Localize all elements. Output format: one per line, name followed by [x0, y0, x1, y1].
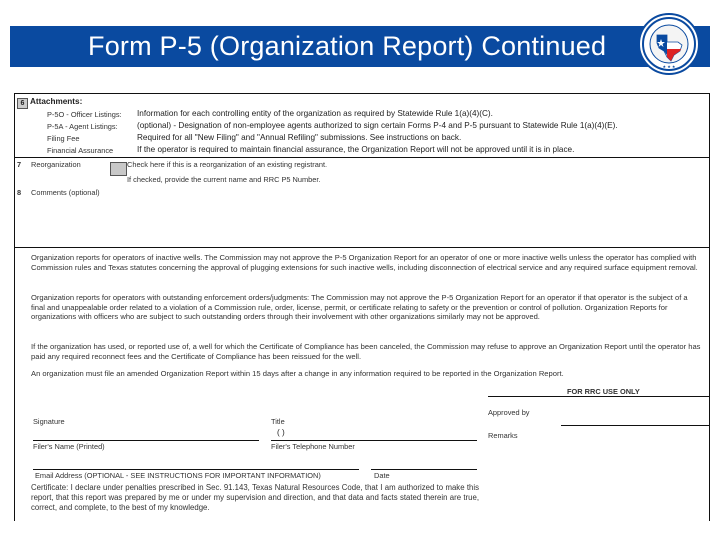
- rrc-use-heading: FOR RRC USE ONLY: [567, 387, 640, 396]
- reorganization-checkbox[interactable]: [110, 162, 127, 176]
- attachment-text: Required for all "New Filing" and "Annual Refiling" submissions. See instructions on back.: [137, 133, 462, 142]
- divider: [488, 396, 709, 397]
- svg-text:★ ★ ★: ★ ★ ★: [662, 64, 676, 69]
- comments-field[interactable]: [31, 198, 701, 244]
- attachment-label: P-5O - Officer Listings:: [47, 110, 122, 119]
- p5-form: [14, 93, 710, 521]
- reorganization-checkbox-label: Check here if this is a reorganization of an existing registrant.: [127, 160, 328, 169]
- email-field[interactable]: [33, 469, 359, 470]
- printed-name-label: Filer's Name (Printed): [33, 442, 105, 451]
- notice-inactive-wells: Organization reports for operators of inactive wells. The Commission may not approve the P-5 Organization Report for an operator of one or more inactive wells unless the operator has complied with Commission rules and Texas statutes concerning the approval of plugging extensions for such inactive wells, including disconnection of electrical service and any required surface equipment removal.: [31, 253, 698, 272]
- remarks-field[interactable]: [535, 429, 705, 479]
- section-number: 7: [17, 160, 22, 169]
- phone-label: Filer's Telephone Number: [271, 442, 355, 451]
- remarks-label: Remarks: [488, 431, 518, 440]
- title-banner: [10, 26, 710, 67]
- approved-by-label: Approved by: [488, 408, 530, 417]
- comments-label: Comments (optional): [31, 188, 100, 197]
- notice-certificate-compliance: If the organization has used, or reported use of, a well for which the Certificate of Compliance has been canceled, the Commission may refuse to approve an Organization Report until the operator has paid any required reconnect fees and the Certificate of Compliance has been reissued for the well.: [31, 342, 701, 361]
- date-label: Date: [374, 471, 390, 480]
- page-title: [88, 28, 606, 64]
- reorganization-note: If checked, provide the current name and RRC P5 Number.: [127, 175, 321, 184]
- page-title-main: Form P-5 (Organization Report): [88, 31, 474, 61]
- phone-area-code: ( ): [277, 428, 285, 437]
- divider: [15, 157, 709, 158]
- attachment-label: Financial Assurance: [47, 146, 114, 155]
- approved-by-field[interactable]: [561, 425, 709, 426]
- section-number: 8: [17, 188, 22, 197]
- reorganization-label: Reorganization: [31, 160, 81, 169]
- section-number: 6: [17, 98, 28, 109]
- signature-label: Signature: [33, 417, 65, 426]
- title-label: Title: [271, 417, 285, 426]
- email-label: Email Address (OPTIONAL - SEE INSTRUCTIONS FOR IMPORTANT INFORMATION): [35, 471, 321, 480]
- certificate-statement: Certificate: I declare under penalties prescribed in Sec. 91.143, Texas Natural Resources Code, that I am authorized to make this report, that this report was prepared by me or under my supervision and direction, and that data and facts stated therein are true, correct, and complete, to the best of my knowledge.: [31, 483, 479, 512]
- date-field[interactable]: [371, 469, 477, 470]
- attachment-label: P-5A - Agent Listings:: [47, 122, 118, 131]
- railroad-commission-seal-icon: [638, 13, 700, 75]
- attachment-label: Filing Fee: [47, 134, 80, 143]
- notice-amended-report: An organization must file an amended Organization Report within 15 days after a change in any information required to be reported in the Organization Report.: [31, 369, 564, 378]
- attachment-text: If the operator is required to maintain financial assurance, the Organization Report will not be approved until it is in place.: [137, 145, 575, 154]
- section-heading: Attachments:: [30, 97, 83, 106]
- phone-field[interactable]: [271, 440, 477, 441]
- attachment-text: Information for each controlling entity of the organization as required by Statewide Rule 1(a)(4)(C).: [137, 109, 493, 118]
- attachment-text: (optional) - Designation of non-employee agents authorized to sign certain Forms P-4 and P-5 pursuant to Statewide Rule 1(a)(4)(E).: [137, 121, 618, 130]
- printed-name-field[interactable]: [33, 440, 259, 441]
- divider: [15, 247, 709, 248]
- notice-enforcement: Organization reports for operators with outstanding enforcement orders/judgments: The Commission may not approve the P-5 Organization Report for an operator if that operator is the subject of a final and unappealable order related to a violation of a Commission rule, order, license, permit, or certificate relating to safety or the prevention or control of pollution. Organization Reports for organizations with officers who are subject to such outstanding orders through their involvement with other organizations similarly may not be approved.: [31, 293, 688, 322]
- page-title-suffix: Continued: [481, 31, 607, 61]
